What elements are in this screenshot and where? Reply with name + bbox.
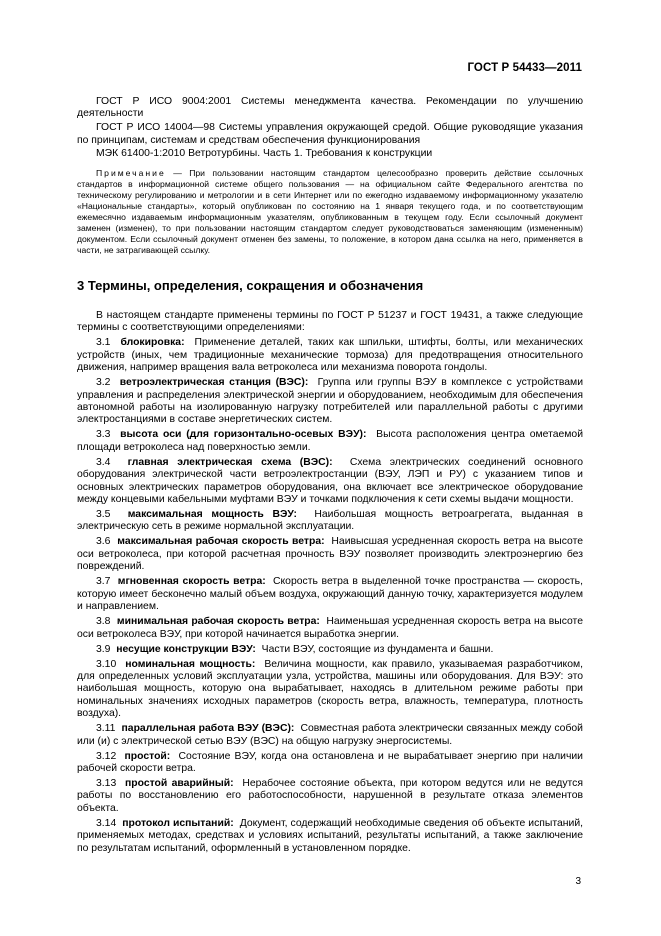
- term-number: 3.11: [96, 723, 116, 735]
- note-block: [77, 168, 583, 256]
- term-entry: [77, 644, 583, 656]
- term-entry: [77, 576, 583, 613]
- term-definition: Скорость ветра в выделенной точке пространства — скорость, которую имеет бесконечно малый объем воздуха, окружающий данную точку, характеризуется модулем и направлением.: [77, 576, 583, 613]
- note-text: — При пользовании настоящим стандартом целесообразно проверить действие ссылочных стандартов в информационной системе общего пользования — на официальном сайте Федерального агентства по техническому регулированию и метрологии и в сети Интернет или по ежегодно издаваемому информационному указателю «Национальные стандарты», который опубликован по состоянию на 1 января текущего года, и по соответствующим ежемесячно издаваемым информационным указателям, опубликованным в текущем году. Если ссылочный документ заменен (изменен), то при пользовании настоящим стандартом следует руководствоваться заменяющим (измененным) документом. Если ссылочный документ отменен без замены, то положение, в котором дана ссылка на него, применяется в части, не затрагивающей ссылку.: [77, 168, 583, 255]
- document-header: ГОСТ Р 54433—2011: [467, 62, 582, 74]
- term-definition: Наименьшая усредненная скорость ветра на высоте оси ветроколеса ВЭУ, при которой начинается выработка энергии.: [77, 616, 583, 640]
- term-definition: Документ, содержащий необходимые сведения об объекте испытаний, применяемых методах, средствах и условиях испытаний, результаты испытаний, а также заключение по результатам испытаний, оформленный в установленном порядке.: [77, 817, 584, 854]
- note-paragraph: [77, 168, 583, 256]
- terms-container: [77, 337, 583, 855]
- term-number: 3.9: [96, 643, 111, 655]
- reference-item: МЭК 61400-1:2010 Ветротурбины. Часть 1. Требования к конструкции: [96, 148, 433, 160]
- references-list: [77, 96, 583, 162]
- term-entry: [77, 818, 583, 855]
- term-name: мгновенная скорость ветра:: [117, 576, 266, 588]
- term-definition: Нерабочее состояние объекта, при котором ведутся или не ведутся работы по восстановлению его работоспособности, нарушенной в результате отказа элементов объекта.: [77, 777, 583, 814]
- term-name: главная электрическая схема (ВЭС):: [127, 456, 333, 468]
- term-definition: Наивысшая усредненная скорость ветра на высоте оси ветроколеса, при которой расчетная прочность ВЭУ позволяет производить электроэнергию без повреждений.: [77, 536, 584, 573]
- page-number: 3: [575, 876, 581, 887]
- term-name: простой аварийный:: [124, 777, 234, 789]
- term-number: 3.1: [96, 337, 111, 349]
- term-number: 3.3: [96, 429, 111, 441]
- section-title: 3 Термины, определения, сокращения и обозначения: [77, 278, 424, 293]
- terms-list: [77, 310, 583, 858]
- term-name: несущие конструкции ВЭУ:: [116, 643, 256, 655]
- term-entry: [77, 377, 583, 427]
- term-name: ветроэлектрическая станция (ВЭС):: [119, 377, 309, 389]
- term-number: 3.13: [96, 777, 117, 789]
- section-intro: В настоящем стандарте применены термины по ГОСТ Р 51237 и ГОСТ 19431, а также следующие термины с соответствующими определениями:: [77, 310, 583, 334]
- term-definition: Группа или группы ВЭУ в комплексе с устройствами управления и распределения электрической энергии и оборудованием, необходимым для обеспечения автономной работы на изолированную нагрузку потребителей или параллельной работы с другими электростанциями в составе энергетических систем.: [77, 377, 584, 426]
- term-entry: [77, 723, 583, 748]
- term-name: параллельная работа ВЭУ (ВЭС):: [121, 723, 295, 735]
- term-name: номинальная мощность:: [125, 658, 256, 670]
- term-entry: [77, 509, 583, 534]
- term-definition: Наибольшая мощность ветроагрегата, выданная в электрическую сеть в режиме нормальной эксплуатации.: [77, 509, 583, 533]
- term-definition: Совместная работа электрически связанных между собой или (и) с электрической сетью ВЭУ (ВЭС) на общую нагрузку энергосистемы.: [77, 723, 583, 747]
- term-definition: Величина мощности, как правило, указываемая разработчиком, для определенных условий эксплуатации узла, устройства, машины или оборудования. Для ВЭУ: это наибольшая мощность, которую она вырабатывает, находясь в длительном режиме работы при номинальных значениях исходных параметров (скорость ветра, влажность, температура, плотность воздуха).: [77, 658, 584, 720]
- term-name: блокировка:: [120, 337, 185, 349]
- term-number: 3.5: [96, 509, 111, 521]
- term-name: минимальная рабочая скорость ветра:: [116, 616, 320, 628]
- term-number: 3.14: [96, 817, 117, 829]
- term-entry: [77, 659, 583, 721]
- term-name: высота оси (для горизонтально-осевых ВЭУ):: [120, 429, 367, 441]
- term-definition: Высота расположения центра ометаемой площади ветроколеса над поверхностью земли.: [77, 429, 584, 453]
- note-label: Примечание: [96, 168, 166, 178]
- term-number: 3.8: [96, 616, 111, 628]
- term-definition: Части ВЭУ, состоящие из фундамента и башни.: [261, 643, 494, 655]
- term-name: простой:: [124, 750, 171, 762]
- term-definition: Применение деталей, таких как шпильки, штифты, болты, или механических устройств (иных, чем традиционные механические тормоза) для предотвращения относительного движения, например вращения вала ветроколеса или механизма поворота гондолы.: [77, 337, 584, 374]
- term-definition: Состояние ВЭУ, когда она остановлена и не вырабатывает энергию при наличии рабочей скорости ветра.: [77, 750, 583, 774]
- term-number: 3.10: [96, 658, 117, 670]
- term-name: протокол испытаний:: [122, 817, 234, 829]
- term-number: 3.4: [96, 456, 111, 468]
- term-number: 3.12: [96, 750, 117, 762]
- term-name: максимальная мощность ВЭУ:: [127, 509, 298, 521]
- term-name: максимальная рабочая скорость ветра:: [117, 536, 325, 548]
- term-entry: [77, 778, 583, 815]
- term-number: 3.7: [96, 576, 111, 588]
- term-entry: [77, 536, 583, 573]
- term-entry: [77, 337, 583, 374]
- term-definition: Схема электрических соединений основного оборудования электрической части ветроэлектростанции (ВЭУ, ЛЭП и РУ) с указанием типов и основных электрических параметров оборудования, она включает все электрическое оборудование между концевыми кабельными муфтами ВЭУ и точками подключения к сети схемы выдачи мощности.: [77, 456, 583, 506]
- term-entry: [77, 457, 583, 507]
- term-entry: [77, 429, 583, 454]
- term-entry: [77, 751, 583, 776]
- term-entry: [77, 616, 583, 641]
- reference-item: ГОСТ Р ИСО 9004:2001 Системы менеджмента качества. Рекомендации по улучшению деятельности: [77, 96, 583, 120]
- term-number: 3.2: [96, 377, 111, 389]
- reference-item: ГОСТ Р ИСО 14004—98 Системы управления окружающей средой. Общие руководящие указания по принципам, системам и средствам обеспечения функционирования: [77, 122, 583, 146]
- term-number: 3.6: [96, 536, 111, 548]
